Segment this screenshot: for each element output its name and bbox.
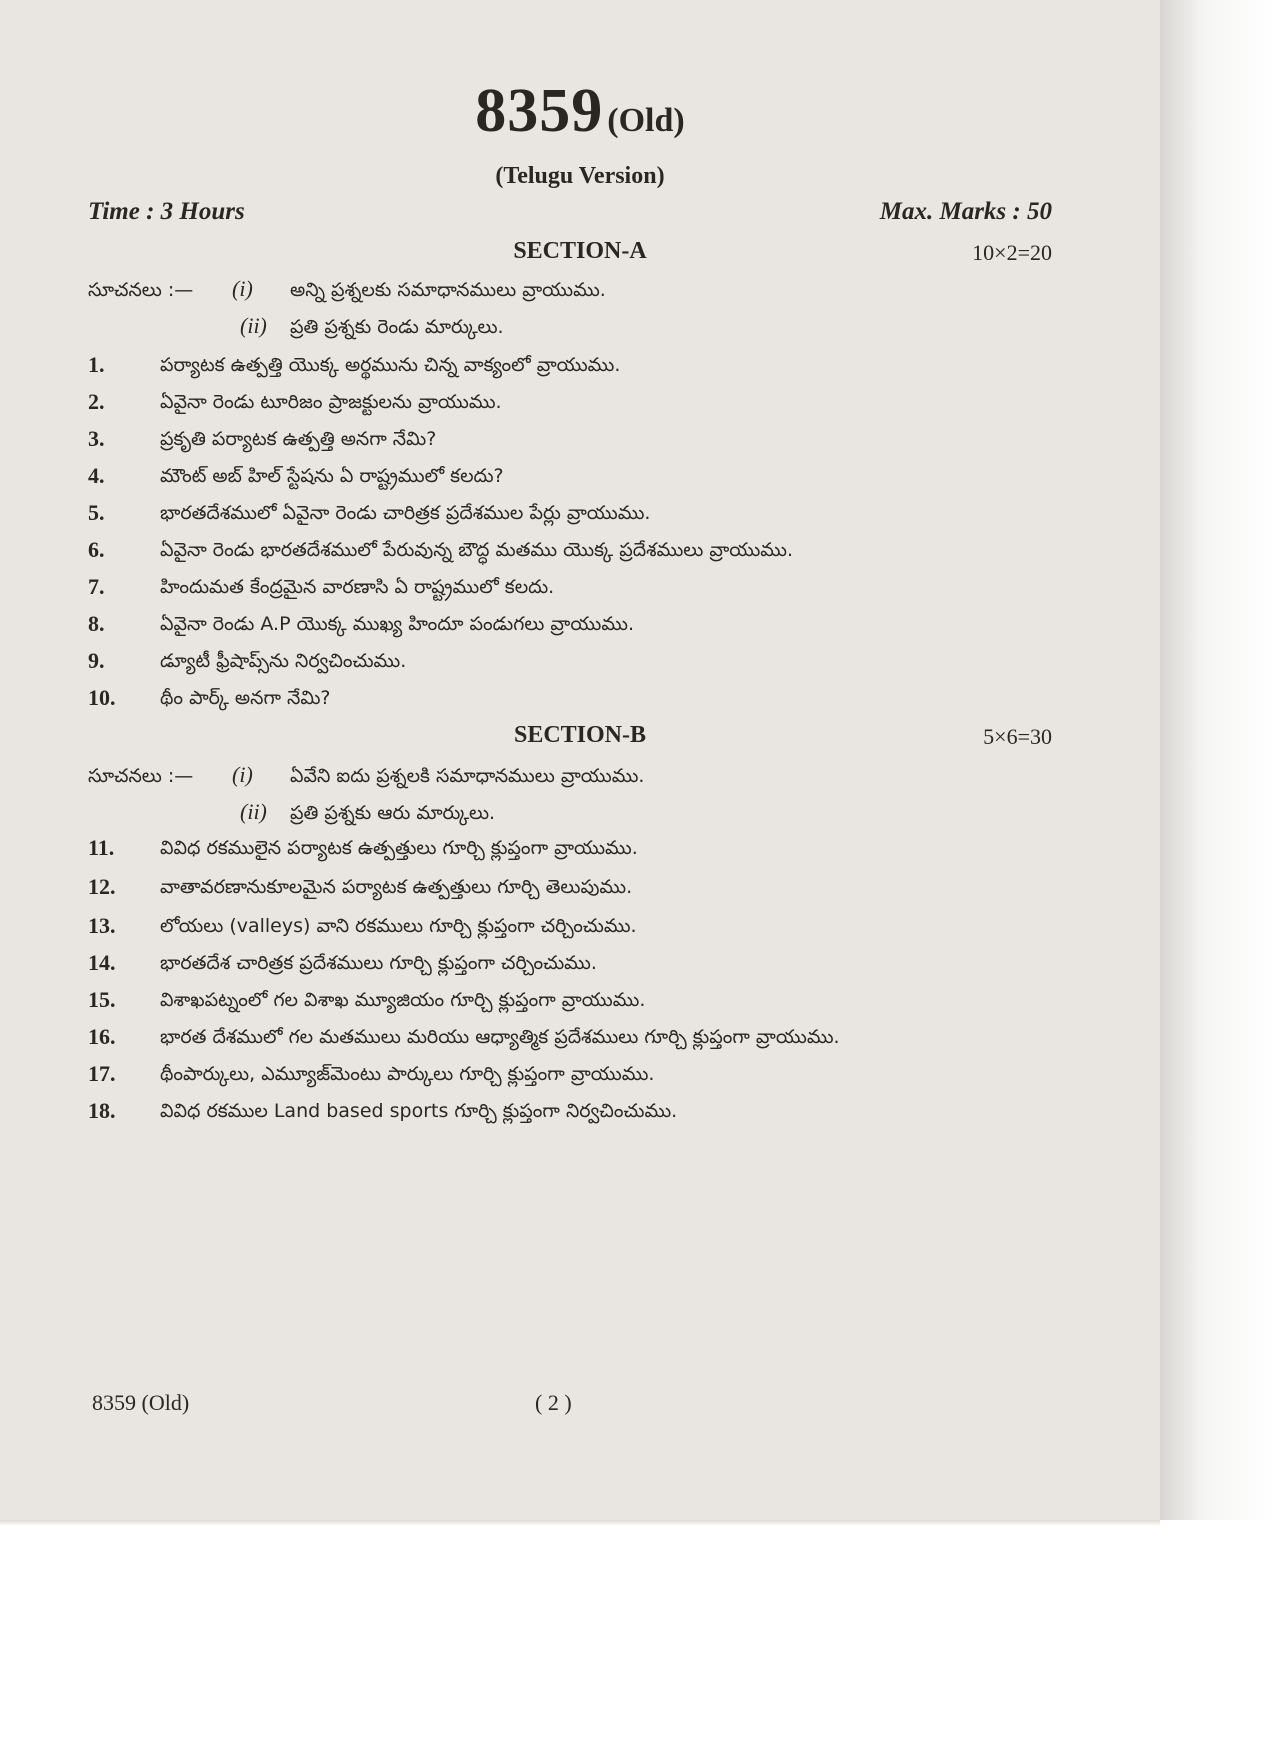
question-text: థీంపార్కులు, ఎమ్యూజ్‌మెంటు పార్కులు గూర్చి క్లుప్తంగా వ్రాయుము.: [160, 1063, 655, 1085]
question-text: ఏవైనా రెండు A.P యొక్క ముఖ్య హిందూ పండుగలు వ్రాయుము.: [160, 613, 635, 635]
question-text: వివిధ రకముల Land based sports గూర్చి క్లుప్తంగా నిర్వచించుము.: [160, 1100, 678, 1122]
section-a-marks: 10×2=20: [972, 240, 1052, 265]
section-a-instruction: [240, 313, 267, 339]
question-number: 4.: [88, 463, 105, 488]
section-b-title: SECTION-B: [513, 722, 647, 748]
footer-page-number: ( 2 ): [535, 1390, 572, 1415]
section-b-instruction: [240, 799, 267, 825]
time-allowed: Time : 3 Hours: [88, 198, 245, 225]
question-number: 9.: [88, 648, 105, 673]
question-text: భారతదేశ చారిత్రక ప్రదేశములు గూర్చి క్లుప్తంగా చర్చించుము.: [160, 952, 597, 974]
paper-code-tag: (Old): [607, 102, 685, 139]
question-text: పర్యాటక ఉత్పత్తి యొక్క అర్థమును చిన్న వాక్యంలో వ్రాయుము.: [160, 354, 621, 376]
question-text: ప్రకృతి పర్యాటక ఉత్పత్తి అనగా నేమి?: [160, 428, 437, 450]
question-text: విశాఖపట్నంలో గల విశాఖ మ్యూజియం గూర్చి క్లుప్తంగా వ్రాయుము.: [160, 989, 646, 1011]
question-number: 7.: [88, 574, 105, 599]
paper-bottom-edge: [0, 1520, 1160, 1526]
question-number: 3.: [88, 426, 105, 451]
question-number: 15.: [88, 987, 116, 1012]
question-number: 2.: [88, 389, 105, 414]
question-text: థీం పార్క్ అనగా నేమి?: [160, 687, 331, 709]
question-number: 8.: [88, 611, 105, 636]
question-text: ఏవైనా రెండు భారతదేశములో పేరువున్న బౌద్ధ మతము యొక్క ప్రదేశములు వ్రాయుము.: [160, 539, 794, 561]
question-number: 10.: [88, 685, 116, 710]
instruction-roman: (i): [232, 276, 253, 301]
question-text: మౌంట్ అబ్ హిల్ స్టేషను ఏ రాష్ట్రములో కలదు?: [160, 465, 504, 487]
section-b-instruction: [232, 762, 253, 788]
section-a-instruction: [232, 276, 253, 302]
instruction-roman: (ii): [240, 313, 267, 338]
question-number: 1.: [88, 352, 105, 377]
paper-edge-shadow: [1160, 0, 1275, 1520]
paper-code-title: [0, 76, 1160, 147]
question-number: 17.: [88, 1061, 116, 1086]
section-a-title: SECTION-A: [513, 238, 647, 264]
section-b-marks: 5×6=30: [983, 724, 1052, 749]
question-number: 18.: [88, 1098, 116, 1123]
question-number: 5.: [88, 500, 105, 525]
question-text: భారతదేశములో ఏవైనా రెండు చారిత్రక ప్రదేశముల పేర్లు వ్రాయుము.: [160, 502, 651, 524]
question-text: ఏవైనా రెండు టూరిజం ప్రాజక్టులను వ్రాయుము.: [160, 391, 502, 413]
question-number: 11.: [88, 835, 115, 860]
question-text: వివిధ రకములైన పర్యాటక ఉత్పత్తులు గూర్చి క్లుప్తంగా వ్రాయుము.: [160, 837, 638, 859]
section-a-instruction-text: ప్రతి ప్రశ్నకు రెండు మార్కులు.: [290, 316, 504, 338]
instruction-roman: (i): [232, 762, 253, 787]
section-b-instruction-text: ఏవేని ఐదు ప్రశ్నలకి సమాధానములు వ్రాయుము.: [290, 765, 645, 787]
section-a-instruction-text: అన్ని ప్రశ్నలకు సమాధానములు వ్రాయుము.: [290, 279, 606, 301]
max-marks: Max. Marks : 50: [879, 198, 1052, 225]
instruction-roman: (ii): [240, 799, 267, 824]
question-text: డ్యూటీ ఫ్రీషాప్స్‌ను నిర్వచించుము.: [160, 650, 407, 672]
question-text: భారత దేశములో గల మతములు మరియు ఆధ్యాత్మిక ప్రదేశములు గూర్చి క్లుప్తంగా వ్రాయుము.: [160, 1026, 840, 1048]
paper-version: (Telugu Version): [495, 163, 665, 189]
section-a-instruction-label: సూచనలు :—: [88, 279, 194, 301]
paper-code: 8359: [475, 77, 604, 145]
question-text: వాతావరణానుకూలమైన పర్యాటక ఉత్పత్తులు గూర్చి తెలుపుము.: [160, 876, 633, 898]
question-number: 16.: [88, 1024, 116, 1049]
question-number: 13.: [88, 913, 116, 938]
question-number: 14.: [88, 950, 116, 975]
section-b-instruction-label: సూచనలు :—: [88, 765, 194, 787]
section-b-instruction-text: ప్రతి ప్రశ్నకు ఆరు మార్కులు.: [290, 802, 496, 824]
footer-paper-code: 8359 (Old): [92, 1390, 190, 1415]
question-number: 6.: [88, 537, 105, 562]
question-text: లోయలు (valleys) వాని రకములు గూర్చి క్లుప్తంగా చర్చించుము.: [160, 915, 637, 937]
question-text: హిందుమత కేంద్రమైన వారణాసి ఏ రాష్ట్రములో కలదు.: [160, 576, 555, 598]
question-number: 12.: [88, 874, 116, 899]
